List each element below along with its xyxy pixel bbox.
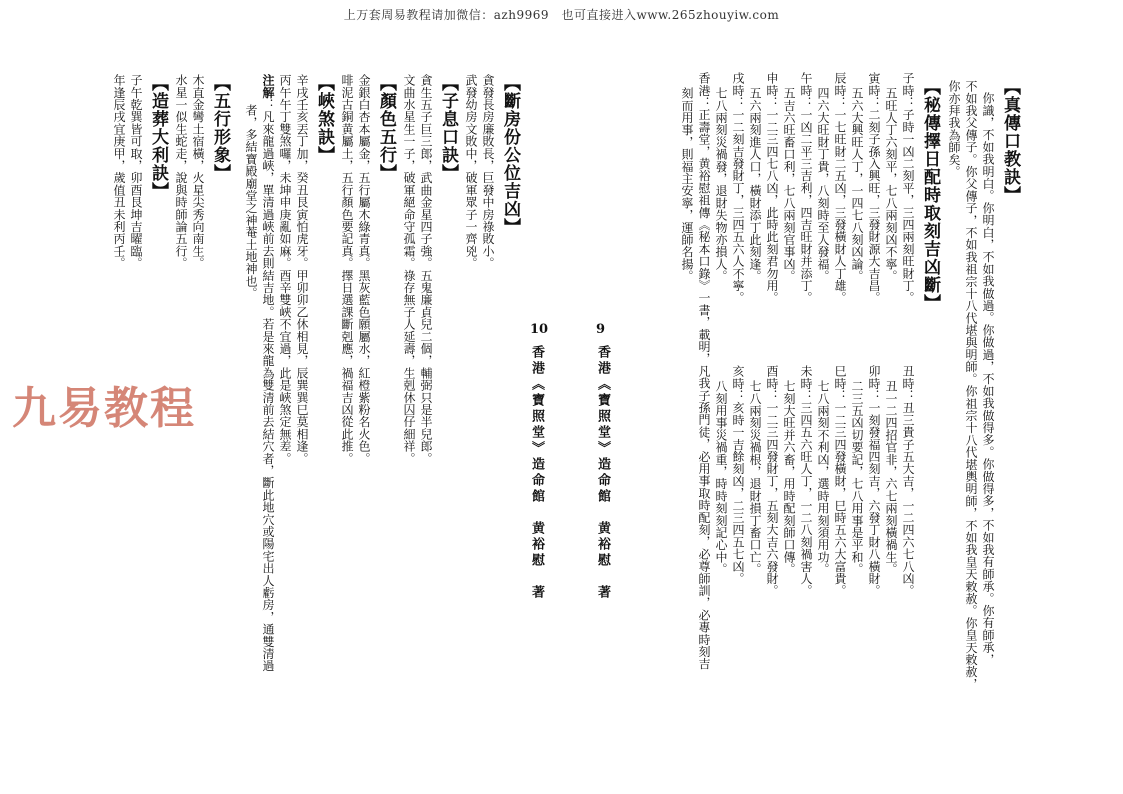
time-rule-si-1: 巳時：一二三四發橫財，巳時五六大富貴。 [833, 365, 847, 597]
hk-note-1: 香港：正壽堂，黄裕慰祖傳《秘本口錄》一書，載明，凡我子孫門徒，必用事取時配刻，必尊師訓，必專時刻吉 [697, 72, 711, 670]
gorge-note [260, 74, 275, 672]
page-imprint-10: 香港《寶照堂》造命館 黄裕慰 著 [529, 345, 544, 601]
time-rule-shen-1: 申時：一二三四七八凶，此時此刻君勿用。 [765, 72, 779, 304]
time-rule-chen-2: 四六大旺財丁貴，八刻時至人發福。 [816, 87, 830, 283]
time-rule-you-1: 酉時：一二三四發財丁，五刻大吉六發財。 [765, 365, 779, 597]
time-rule-mao-1: 卯時：一刻發福四刻吉，六發丁財八橫財。 [867, 365, 881, 597]
house-line-1: 貪發長房廉敗長，巨發中房祿敗小。 [481, 74, 495, 270]
page-number-9: 9 [596, 322, 606, 337]
gorge-line-1: 辛戌壬亥丟丁加，癸丑艮寅怕虎牙。甲卯卯乙休相見，辰巽巽巳莫相逢。 [295, 74, 309, 465]
heading-color-elements: 【顏色五行】 [376, 74, 396, 182]
time-rule-mao-2: 二三五凶切要記，七八用事是平和。 [850, 380, 864, 576]
time-rule-wei-1: 未時：三四五六旺人丁，一二八刻禍害人。 [799, 365, 813, 597]
burial-line-1: 子午乾巽皆可取，卯酉艮坤吉曜臨。 [129, 74, 143, 270]
color-line-1: 金銀白杏本屬金，五行屬木綠青真。黑灰藍色願屬水，紅橙紫粉名火色。 [357, 74, 371, 465]
color-line-2: 啡泥古銅黄屬土，五行顏色要記真。擇日選課斷剋應，禍福吉凶從此推。 [340, 74, 354, 465]
time-rule-yin-2: 五六大興旺人丁，一四七八刻凶論。 [850, 87, 864, 283]
top-banner: 上万套周易教程请加微信：azh9969 也可直接进入www.265zhouyiw.com [343, 8, 780, 22]
note-text: ：凡來龍過峽，單清過峽前去則結吉地。若是來龍為雙清前去結穴者，斷此地穴或陽宅出人虧房，通雙清過 [261, 98, 275, 672]
time-rule-wei-2: 七刻大旺并六畜，用時配刻師口傳。 [782, 380, 796, 576]
heading-gorge-sha: 【峽煞訣】 [314, 74, 334, 164]
watermark-logo: 九易教程 [12, 383, 196, 434]
hk-note-2: 刻而用事，則福主安寧，運師名揚。 [680, 87, 694, 283]
page-number-10: 10 [530, 322, 549, 337]
intro-line-2: 不如我父傳子。你父傳子，不如我祖宗十八代堪與明師。你祖宗十八代堪輿明師，不如我皇天敕赦。你皇天敕赦， [964, 80, 978, 690]
intro-line-3: 你亦拜我為師矣。 [947, 80, 961, 178]
time-rule-yin-1: 寅時：二刻子孫入興旺，三發財源大吉昌。 [867, 72, 881, 304]
gorge-line-2: 丙午午丁雙煞囉，未坤申庚亂如麻。酉辛雙峽不宜過，此是峽煞定無差。 [278, 74, 292, 465]
shapes-line-2: 水星一似生蛇走，說與時師論五行。 [174, 74, 188, 270]
time-rule-wu-1: 午時：一凶二平三吉利，四吉旺財并添丁。 [799, 72, 813, 304]
time-rule-you-2: 七八兩刻災禍根，退財損丁畜口亡。 [748, 380, 762, 576]
time-rule-chou-2: 丑一二四招官非，六七兩刻橫禍生。 [884, 380, 898, 576]
intro-line-1: 你識，不如我明白。你明白，不如我做過。你做過，不如我做得多。你做得多，不如我有師承。你有師承， [981, 92, 995, 666]
house-line-2: 武發幼房文敗中，破軍眾子一齊兇。 [464, 74, 478, 270]
time-rule-wu-2: 五吉六旺畜口利，七八兩刻官事凶。 [782, 87, 796, 283]
time-rule-shen-2: 五六兩刻進人口，橫財添丁此刻逢。 [748, 87, 762, 283]
time-rule-hai-2: 八刻用事災禍重，時時刻刻記心中。 [714, 380, 728, 576]
time-rule-si-2: 七八兩刻不利凶，選時用刻須用功。 [816, 380, 830, 576]
burial-line-2: 年逢辰戌宜庚甲，歲值丑未利丙壬。 [112, 74, 126, 270]
note-label: 注解 [261, 74, 275, 99]
gorge-note-cont: 者，多結寶殿廟堂之神菴土地神也。 [244, 104, 258, 300]
offspring-line-2: 文曲水星生一子，破軍絕命守孤霜。祿存無子人延壽，生剋休囚仔細祥。 [402, 74, 416, 465]
heading-offspring: 【子息口訣】 [438, 74, 458, 182]
time-rule-zi-1: 子時：子時一凶二刻平，三四兩刻旺財丁。 [901, 72, 915, 304]
heading-date-selection: 【秘傳擇日配時取刻吉凶斷】 [920, 78, 940, 312]
page-imprint-9: 香港《寶照堂》造命館 黄裕慰 著 [595, 345, 610, 601]
heading-house-position: 【斷房份公位吉凶】 [500, 74, 520, 236]
time-rule-xu-2: 七八兩刻災禍發，退財失物亦損人。 [714, 87, 728, 283]
time-rule-chen-1: 辰時：一七旺財二五凶，三發橫財人丁雄。 [833, 72, 847, 304]
time-rule-xu-1: 戌時：一二刻吉發財丁，三四五六人不寧。 [731, 72, 745, 304]
heading-true-teaching: 【真傳口教訣】 [1000, 78, 1020, 204]
heading-burial-luck: 【造葬大利訣】 [148, 74, 168, 200]
offspring-line-1: 貪生五子巨三郎，武曲金星四子強。五鬼廉貞兒二個，輔弼只是半兒郎。 [419, 74, 433, 465]
shapes-line-1: 木直金彎土宿橫，火星尖秀向南生。 [191, 74, 205, 270]
heading-five-shapes: 【五行形象】 [210, 74, 230, 182]
time-rule-zi-2: 五旺人丁六刻平，七八兩刻凶不寧。 [884, 87, 898, 283]
time-rule-chou-1: 丑時：丑三貴子五大吉，一二四六七八凶。 [901, 365, 915, 597]
time-rule-hai-1: 亥時：亥時一吉餘刻凶，二三四五七凶。 [731, 365, 745, 585]
